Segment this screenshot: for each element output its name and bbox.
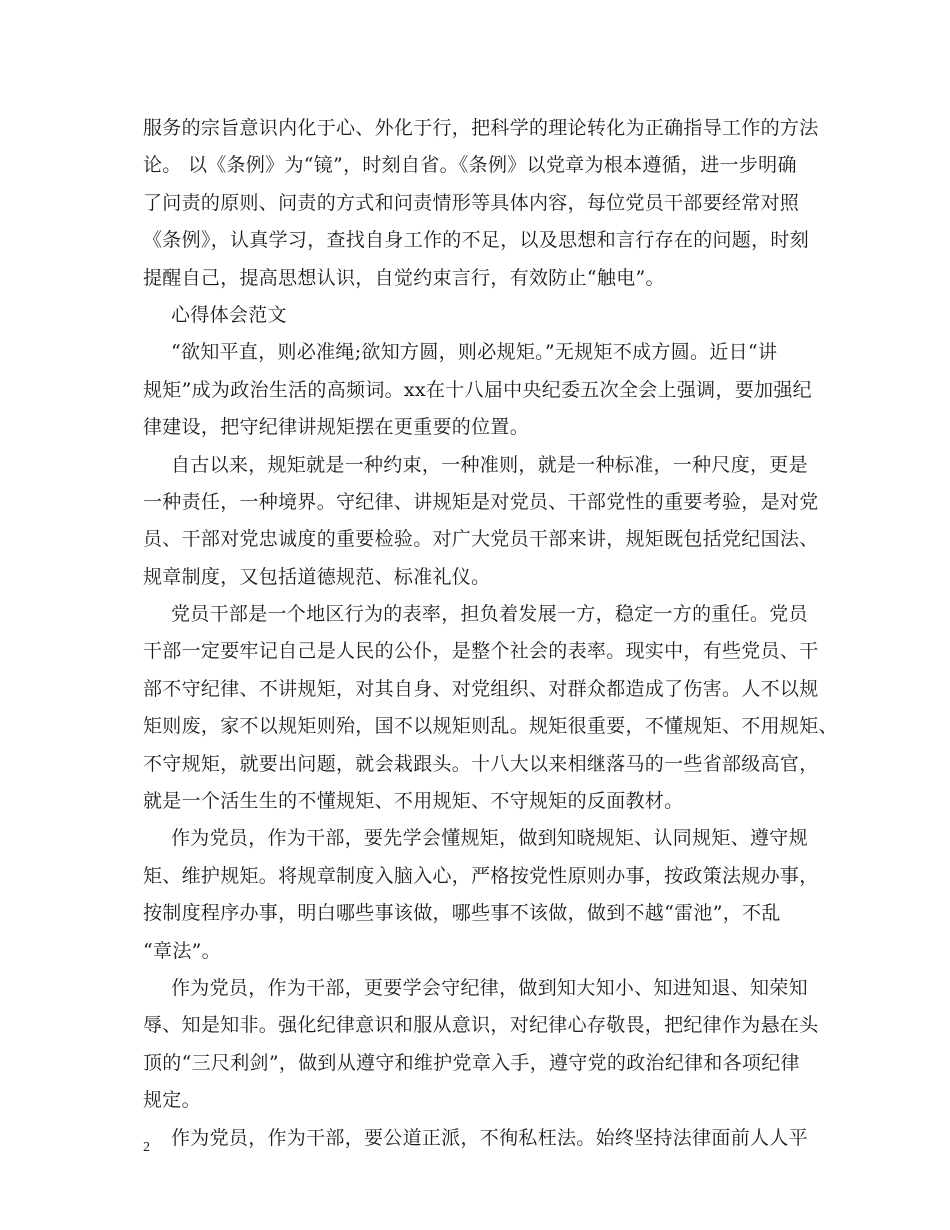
- document-body: [143, 110, 838, 1157]
- text-line: 规定。: [143, 1089, 201, 1112]
- text-line: 矩则废，家不以规矩则殆，国不以规矩则乱。规矩很重要，不懂规矩、不用规矩、: [143, 715, 838, 738]
- text-line: 提醒自己，提高思想认识，自觉约束言行，有效防止“触电”。: [143, 266, 665, 289]
- text-line: 律建设，把守纪律讲规矩摆在更重要的位置。: [143, 416, 530, 439]
- text-line: 辱、知是知非。强化纪律意识和服从意识，对纪律心存敬畏，把纪律作为悬在头: [143, 1014, 819, 1037]
- text-line: 顶的“三尺利剑”，做到从遵守和维护党章入手，遵守党的政治纪律和各项纪律: [143, 1051, 800, 1074]
- text-line: 论。 以《条例》为“镜”，时刻自省。《条例》以党章为根本遵循，进一步明确: [143, 154, 797, 177]
- text-line: 不守规矩，就要出问题，就会栽跟头。十八大以来相继落马的一些省部级高官，: [143, 752, 819, 775]
- text-line: 按制度程序办事，明白哪些事该做，哪些事不该做，做到不越“雷池”，不乱: [143, 902, 781, 925]
- text-line: 了问责的原则、问责的方式和问责情形等具体内容，每位党员干部要经常对照: [143, 191, 800, 214]
- paragraph-first-line: 作为党员，作为干部，更要学会守纪律，做到知大知小、知进知退、知荣知: [171, 976, 808, 999]
- text-line: 一种责任，一种境界。守纪律、讲规矩是对党员、干部党性的重要考验，是对党: [143, 490, 819, 513]
- paragraph-first-line: 党员干部是一个地区行为的表率，担负着发展一方，稳定一方的重任。党员: [171, 603, 808, 626]
- text-line: 《条例》，认真学习，查找自身工作的不足，以及思想和言行存在的问题，时刻: [143, 229, 810, 252]
- paragraph-first-line: “欲知平直，则必准绳;欲知方圆，则必规矩。”无规矩不成方圆。近日“讲: [171, 341, 778, 364]
- page-number: 2: [143, 1140, 150, 1155]
- paragraph-first-line: 作为党员，作为干部，要公道正派，不徇私枉法。始终坚持法律面前人人平: [171, 1126, 808, 1149]
- paragraph-first-line: 作为党员，作为干部，要先学会懂规矩，做到知晓规矩、认同规矩、遵守规: [171, 827, 808, 850]
- text-line: 服务的宗旨意识内化于心、外化于行，把科学的理论转化为正确指导工作的方法: [143, 117, 819, 139]
- text-line: 就是一个活生生的不懂规矩、不用规矩、不守规矩的反面教材。: [143, 790, 684, 813]
- section-heading: 心得体会范文: [171, 303, 287, 326]
- text-line: “章法”。: [143, 939, 221, 962]
- text-line: 员、干部对党忠诚度的重要检验。对广大党员干部来讲，规矩既包括党纪国法、: [143, 528, 819, 551]
- text-line: 干部一定要牢记自己是人民的公仆，是整个社会的表率。现实中，有些党员、干: [143, 640, 819, 663]
- paragraph-first-line: 自古以来，规矩就是一种约束，一种准则，就是一种标准，一种尺度，更是: [171, 453, 808, 476]
- text-line: 部不守纪律、不讲规矩，对其自身、对党组织、对群众都造成了伤害。人不以规: [143, 677, 819, 700]
- text-line: 矩、维护规矩。将规章制度入脑入心，严格按党性原则办事，按政策法规办事，: [143, 864, 819, 887]
- text-line: 规章制度，又包括道德规范、标准礼仪。: [143, 565, 491, 588]
- text-line: 规矩”成为政治生活的高频词。xx在十八届中央纪委五次全会上强调，要加强纪: [143, 378, 812, 401]
